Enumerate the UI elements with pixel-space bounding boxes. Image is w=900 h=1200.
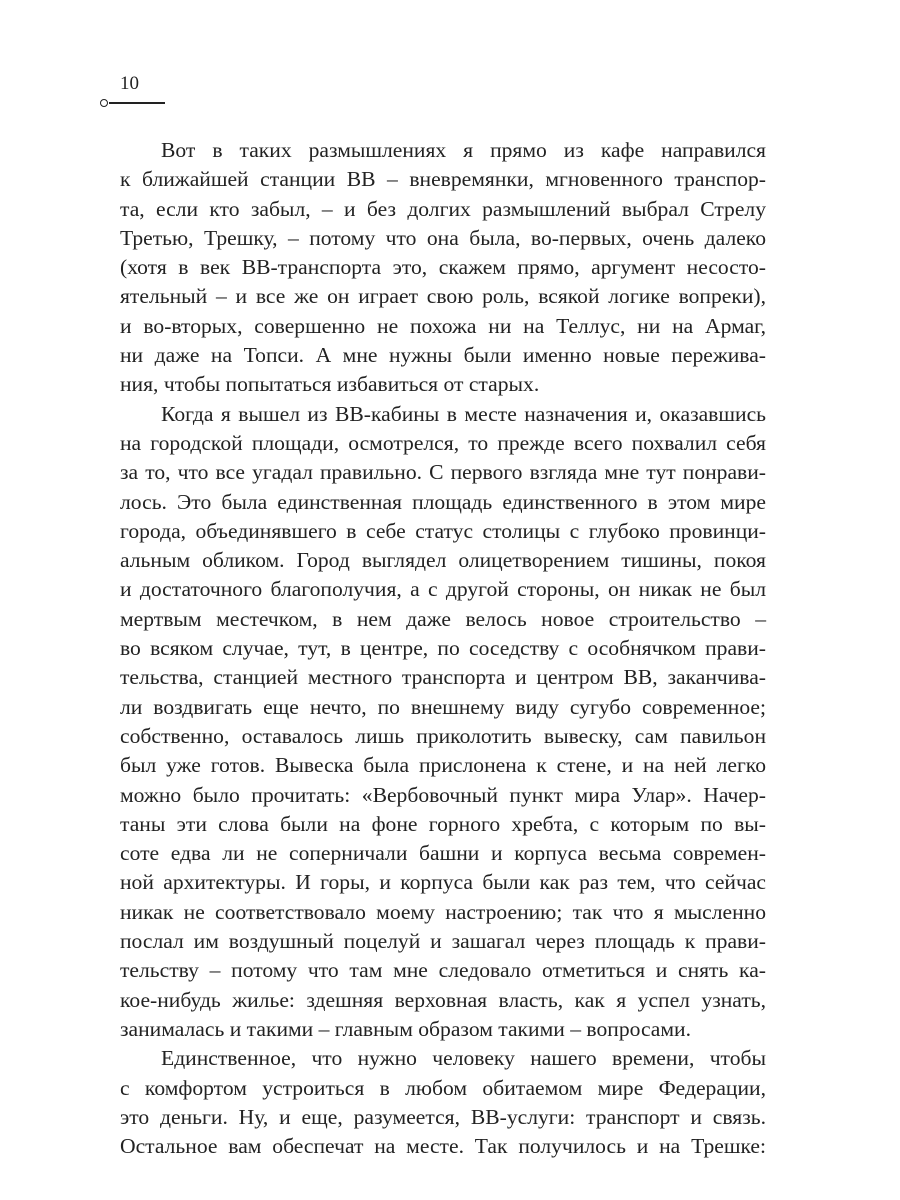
text-line: никак не соответствовало моему настроению; так что я мысленно [120, 899, 766, 924]
text-line: альным обликом. Город выглядел олицетворением тишины, покоя [120, 548, 766, 573]
page-number: 10 [120, 73, 139, 94]
paragraph [120, 136, 766, 400]
text-line: к ближайшей станции ВВ – вневремянки, мгновенного транспор- [120, 167, 766, 192]
text-line: Остальное вам обеспечат на месте. Так получилось и на Трешке: [120, 1134, 766, 1159]
text-line: лось. Это была единственная площадь единственного в этом мире [120, 489, 766, 514]
text-line: на городской площади, осмотрелся, то прежде всего похвалил себя [120, 430, 766, 455]
page-number-ornament [100, 99, 166, 107]
text-line: ной архитектуры. И горы, и корпуса были как раз тем, что сейчас [120, 870, 766, 895]
text-line: ния, чтобы попытаться избавиться от старых. [120, 372, 540, 397]
text-line: во всяком случае, тут, в центре, по соседству с особнячком прави- [120, 636, 766, 661]
text-line: таны эти слова были на фоне горного хребта, с которым по вы- [120, 811, 766, 836]
paragraph [120, 1044, 766, 1161]
text-line: города, объединявшего в себе статус столицы с глубоко провинци- [120, 518, 766, 543]
text-line: с комфортом устроиться в любом обитаемом мире Федерации, [120, 1075, 766, 1100]
text-line: та, если кто забыл, – и без долгих размышлений выбрал Стрелу [120, 196, 766, 221]
text-line: Единственное, что нужно человеку нашего времени, чтобы [161, 1046, 766, 1071]
text-line: Третью, Трешку, – потому что она была, во-первых, очень далеко [120, 225, 766, 250]
text-body [120, 136, 766, 1161]
text-line: и во-вторых, совершенно не похожа ни на Теллус, ни на Армаг, [120, 313, 766, 338]
text-line: можно было прочитать: «Вербовочный пункт мира Улар». Начер- [120, 782, 766, 807]
text-line: соте едва ли не соперничали башни и корпуса весьма современ- [120, 841, 766, 866]
text-line: Когда я вышел из ВВ-кабины в месте назначения и, оказавшись [161, 401, 766, 426]
text-line: ли воздвигать еще нечто, по внешнему виду сугубо современное; [120, 694, 766, 719]
text-line: ятельный – и все же он играет свою роль, всякой логике вопреки), [120, 284, 766, 309]
text-line: был уже готов. Вывеска была прислонена к стене, и на ней легко [120, 753, 766, 778]
paragraph [120, 400, 766, 1045]
ornament-circle [100, 99, 108, 107]
text-line: это деньги. Ну, и еще, разумеется, ВВ-услуги: транспорт и связь. [120, 1104, 766, 1129]
text-line: мертвым местечком, в нем даже велось новое строительство – [120, 606, 766, 631]
text-line: тельству – потому что там мне следовало отметиться и снять ка- [120, 958, 766, 983]
text-line: тельства, станцией местного транспорта и центром ВВ, заканчива- [120, 665, 766, 690]
text-line: и достаточного благополучия, а с другой стороны, он никак не был [120, 577, 766, 602]
text-line: собственно, оставалось лишь приколотить вывеску, сам павильон [120, 723, 766, 748]
text-line: занималась и такими – главным образом такими – вопросами. [120, 1016, 692, 1041]
text-line: (хотя в век ВВ-транспорта это, скажем прямо, аргумент несосто- [120, 255, 766, 280]
text-line: кое-нибудь жилье: здешняя верховная власть, как я успел узнать, [120, 987, 766, 1012]
text-line: ни даже на Топси. А мне нужны были именно новые пережива- [120, 343, 766, 368]
text-line: послал им воздушный поцелуй и зашагал через площадь к прави- [120, 929, 766, 954]
ornament-rule [109, 102, 165, 104]
text-line: Вот в таких размышлениях я прямо из кафе направился [161, 138, 766, 162]
text-line: за то, что все угадал правильно. С первого взгляда мне тут понрави- [120, 460, 766, 485]
